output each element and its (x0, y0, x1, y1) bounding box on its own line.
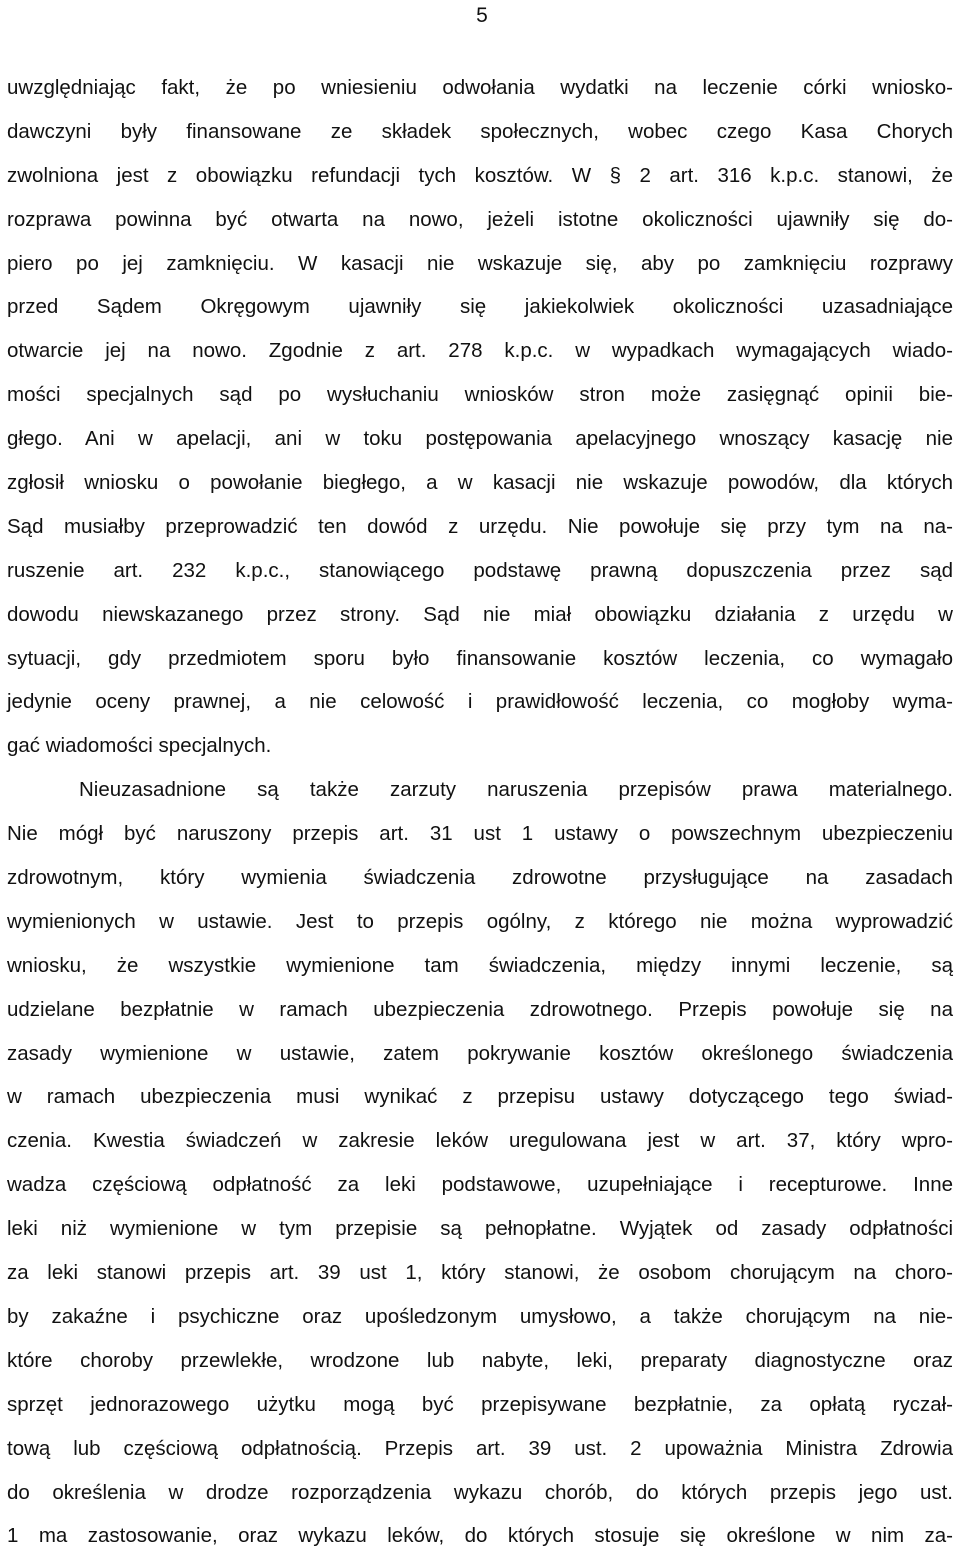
text-line: zasady wymienione w ustawie, zatem pokrywanie kosztów określonego świadczenia (7, 1041, 953, 1065)
text-line: uwzględniając fakt, że po wniesieniu odwołania wydatki na leczenie córki wniosko- (7, 76, 953, 99)
text-line: sytuacji, gdy przedmiotem sporu było finansowanie kosztów leczenia, co wymagało (7, 646, 953, 670)
text-line: dowodu niewskazanego przez strony. Sąd nie miał obowiązku działania z urzędu w (7, 602, 953, 626)
text-line: piero po jej zamknięciu. W kasacji nie wskazuje się, aby po zamknięciu rozprawy (7, 251, 953, 275)
text-line: 1 ma zastosowanie, oraz wykazu leków, do których stosuje się określone w nim za- (7, 1524, 953, 1548)
text-line: tową lub częściową odpłatnością. Przepis art. 39 ust. 2 upoważnia Ministra Zdrowia (7, 1436, 953, 1460)
text-line: które choroby przewlekłe, wrodzone lub nabyte, leki, preparaty diagnostyczne oraz (7, 1348, 953, 1372)
document-body (7, 66, 953, 1558)
text-line: przed Sądem Okręgowym ujawniły się jakiekolwiek okoliczności uzasadniające (7, 295, 953, 319)
paragraph-end-line: gać wiadomości specjalnych. (7, 734, 272, 758)
text-line: do określenia w drodze rozporządzenia wykazu chorób, do których przepis jego ust. (7, 1480, 953, 1504)
text-line: udzielane bezpłatnie w ramach ubezpieczenia zdrowotnego. Przepis powołuje się na (7, 997, 953, 1021)
text-line: zgłosił wniosku o powołanie biegłego, a w kasacji nie wskazuje powodów, dla których (7, 471, 953, 495)
text-line: jedynie oceny prawnej, a nie celowość i prawidłowość leczenia, co mogłoby wyma- (7, 690, 953, 714)
text-line: wymienionych w ustawie. Jest to przepis ogólny, z którego nie można wyprowadzić (7, 909, 953, 933)
text-line: w ramach ubezpieczenia musi wynikać z przepisu ustawy dotyczącego tego świad- (7, 1085, 953, 1109)
text-line: wniosku, że wszystkie wymienione tam świadczenia, między innymi leczenie, są (7, 953, 953, 977)
paragraph-start-line: Nieuzasadnione są także zarzuty naruszenia przepisów prawa materialnego. (79, 778, 953, 802)
text-line: mości specjalnych sąd po wysłuchaniu wniosków stron może zasięgnąć opinii bie- (7, 383, 953, 407)
text-line: dawczyni były finansowane ze składek społecznych, wobec czego Kasa Chorych (7, 119, 953, 143)
text-line: sprzęt jednorazowego użytku mogą być przepisywane bezpłatnie, za opłatą ryczał- (7, 1392, 953, 1416)
text-line: by zakaźne i psychiczne oraz upośledzonym umysłowo, a także chorującym na nie- (7, 1304, 953, 1328)
text-line: Nie mógł być naruszony przepis art. 31 ust 1 ustawy o powszechnym ubezpieczeniu (7, 822, 953, 846)
text-line: zdrowotnym, który wymienia świadczenia zdrowotne przysługujące na zasadach (7, 866, 953, 890)
text-line: rozprawa powinna być otwarta na nowo, jeżeli istotne okoliczności ujawniły się do- (7, 207, 953, 231)
text-line: Sąd musiałby przeprowadzić ten dowód z urzędu. Nie powołuje się przy tym na na- (7, 514, 953, 538)
text-line: wadza częściową odpłatność za leki podstawowe, uzupełniające i recepturowe. Inne (7, 1173, 953, 1197)
text-line: leki niż wymienione w tym przepisie są pełnopłatne. Wyjątek od zasady odpłatności (7, 1217, 953, 1241)
text-line: otwarcie jej na nowo. Zgodnie z art. 278 k.p.c. w wypadkach wymagających wiado- (7, 339, 953, 363)
text-line: ruszenie art. 232 k.p.c., stanowiącego podstawę prawną dopuszczenia przez sąd (7, 558, 953, 582)
text-line: głego. Ani w apelacji, ani w toku postępowania apelacyjnego wnoszący kasację nie (7, 427, 953, 451)
text-line: za leki stanowi przepis art. 39 ust 1, który stanowi, że osobom chorującym na choro- (7, 1261, 953, 1285)
text-line: czenia. Kwestia świadczeń w zakresie leków uregulowana jest w art. 37, który wpro- (7, 1129, 953, 1153)
page-number: 5 (476, 4, 488, 27)
text-line: zwolniona jest z obowiązku refundacji tych kosztów. W § 2 art. 316 k.p.c. stanowi, że (7, 163, 953, 187)
